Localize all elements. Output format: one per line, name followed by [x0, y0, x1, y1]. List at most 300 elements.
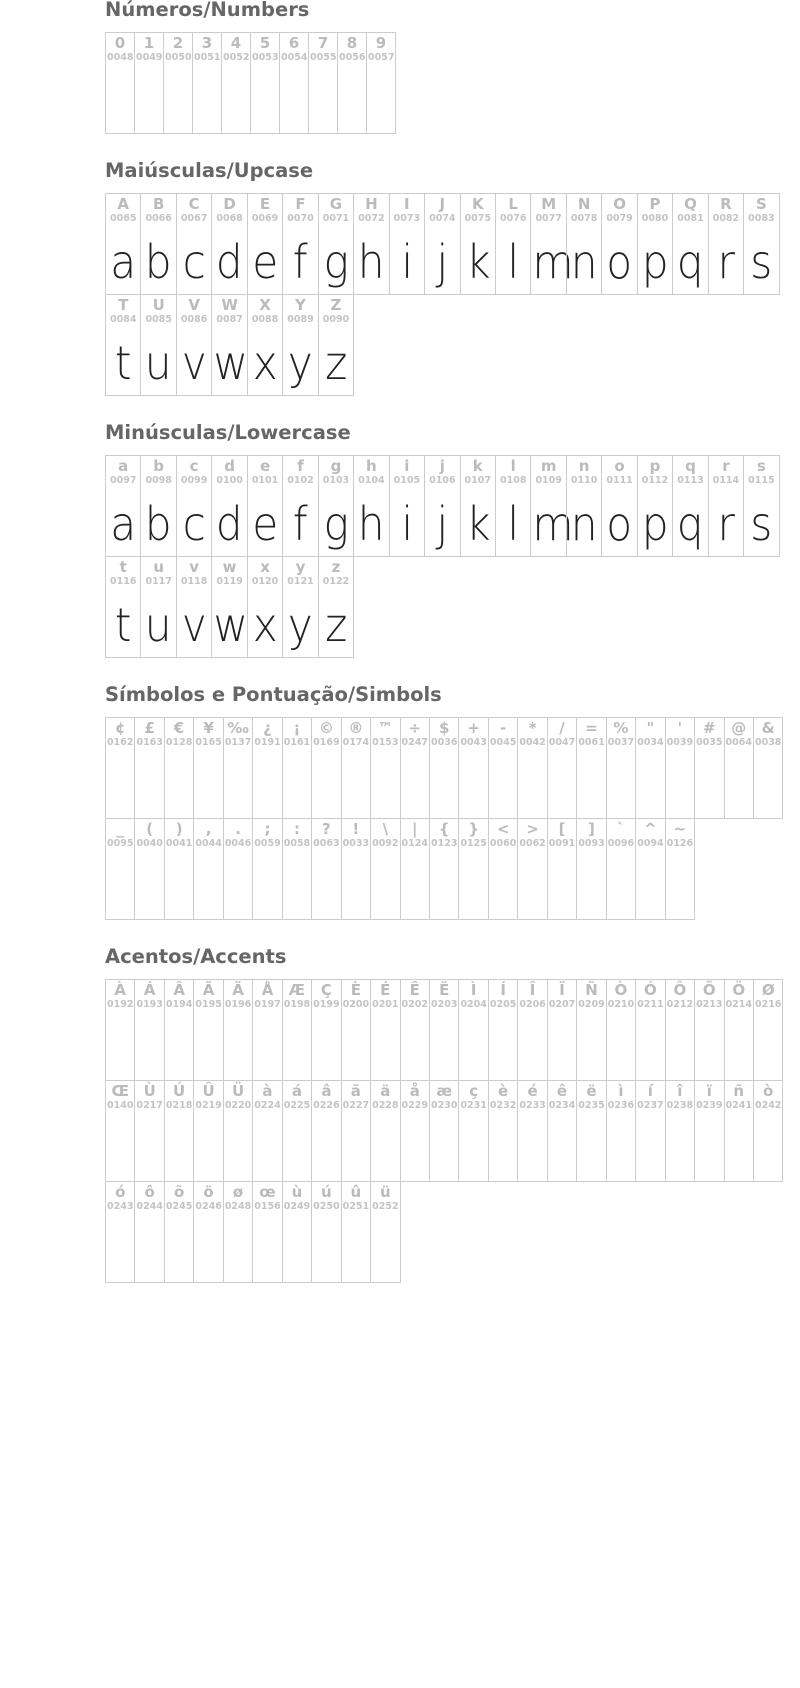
glyph-sample: p: [641, 497, 669, 551]
glyph-code: 0075: [464, 213, 491, 224]
glyph-character: R: [720, 195, 732, 213]
glyph-character: ~: [673, 820, 687, 838]
glyph-code: 0250: [313, 1201, 340, 1212]
glyph-character: Ï: [559, 981, 565, 999]
glyph-grid: [105, 717, 795, 919]
glyph-character: k: [472, 457, 483, 475]
glyph-character: ê: [556, 1082, 568, 1100]
glyph-code: 0105: [393, 475, 421, 486]
glyph-character: _: [116, 820, 124, 838]
glyph-character: ú: [321, 1183, 332, 1201]
glyph-character: a: [118, 457, 129, 475]
glyph-cell: [193, 717, 223, 819]
section-title: Números/Numbers: [105, 0, 310, 21]
glyph-cell: [252, 1080, 282, 1182]
glyph-code: 0226: [313, 1100, 340, 1111]
glyph-cell: [105, 717, 135, 819]
glyph-cell: [370, 1080, 400, 1182]
glyph-cell: [495, 455, 531, 557]
glyph-cell: [637, 455, 673, 557]
glyph-code: 0114: [712, 475, 740, 486]
glyph-code: 0162: [107, 737, 134, 748]
glyph-sample: z: [324, 336, 348, 390]
glyph-code: 0094: [637, 838, 664, 849]
glyph-code: 0209: [578, 999, 605, 1010]
glyph-cell: [134, 1181, 164, 1283]
glyph-code: 0077: [535, 213, 562, 224]
glyph-character: y: [295, 558, 306, 576]
glyph-code: 0125: [460, 838, 487, 849]
glyph-code: 0059: [254, 838, 281, 849]
glyph-character: 8: [346, 34, 358, 52]
glyph-cell: [211, 455, 247, 557]
glyph-character: õ: [173, 1183, 185, 1201]
glyph-character: V: [188, 296, 200, 314]
glyph-sample: d: [216, 497, 244, 551]
glyph-cell: [488, 1080, 518, 1182]
glyph-character: ñ: [733, 1082, 745, 1100]
glyph-character: ]: [588, 820, 595, 838]
glyph-sample: m: [532, 235, 575, 289]
glyph-character: d: [224, 457, 235, 475]
glyph-code: 0052: [223, 52, 250, 63]
glyph-cell: [665, 1080, 695, 1182]
glyph-character: å: [409, 1082, 420, 1100]
glyph-character: %: [613, 719, 629, 737]
glyph-code: 0102: [287, 475, 314, 486]
glyph-cell: [223, 1181, 253, 1283]
glyph-cell: [252, 1181, 282, 1283]
glyph-cell: [566, 193, 602, 295]
glyph-sample: e: [252, 235, 279, 289]
glyph-cell: [458, 818, 488, 920]
glyph-character: >: [526, 820, 539, 838]
glyph-character: ¢: [115, 719, 126, 737]
glyph-cell: [282, 294, 318, 396]
glyph-character: `: [617, 820, 625, 838]
glyph-code: 0211: [637, 999, 664, 1010]
glyph-code: 0110: [570, 475, 598, 486]
glyph-code: 0088: [251, 314, 279, 325]
glyph-character: Y: [295, 296, 306, 314]
glyph-character: H: [365, 195, 378, 213]
glyph-code: 0116: [110, 576, 137, 587]
glyph-character: E: [259, 195, 271, 213]
glyph-character: +: [467, 719, 480, 737]
glyph-cell: [566, 455, 602, 557]
glyph-grid: [105, 979, 795, 1282]
glyph-cell: [252, 979, 282, 1081]
glyph-cell: [488, 717, 518, 819]
glyph-code: 0239: [696, 1100, 723, 1111]
glyph-character: ;: [264, 820, 271, 838]
glyph-character: Û: [202, 1082, 215, 1100]
glyph-cell: [105, 193, 141, 295]
glyph-code: 0097: [110, 475, 137, 486]
glyph-sample: a: [110, 235, 137, 289]
glyph-sample: b: [145, 497, 173, 551]
glyph-code: 0220: [224, 1100, 252, 1111]
glyph-cell: [164, 717, 194, 819]
glyph-character: /: [559, 719, 565, 737]
glyph-cell: [282, 193, 318, 295]
glyph-sample: k: [465, 235, 491, 289]
glyph-code: 0041: [165, 838, 193, 849]
glyph-cell: [282, 818, 312, 920]
glyph-cell: [400, 1080, 430, 1182]
glyph-cell: [105, 294, 141, 396]
glyph-sample: r: [717, 235, 735, 289]
glyph-cell: [221, 32, 251, 134]
glyph-sample: x: [252, 598, 278, 652]
glyph-character: ö: [203, 1183, 214, 1201]
glyph-cell: [429, 1080, 459, 1182]
glyph-cell: [282, 1181, 312, 1283]
glyph-cell: [164, 1181, 194, 1283]
glyph-code: 0085: [145, 314, 172, 325]
glyph-cell: [192, 32, 222, 134]
glyph-character: Œ: [111, 1082, 129, 1100]
glyph-character: J: [439, 195, 446, 213]
glyph-code: 0122: [322, 576, 350, 587]
glyph-character: æ: [436, 1082, 453, 1100]
glyph-character: Ú: [173, 1082, 186, 1100]
glyph-code: 0191: [254, 737, 281, 748]
glyph-cell: [724, 1080, 754, 1182]
glyph-character: Õ: [702, 981, 716, 999]
glyph-code: 0227: [342, 1100, 370, 1111]
glyph-cell: [708, 193, 744, 295]
glyph-character: i: [404, 457, 410, 475]
glyph-character: ¥: [203, 719, 214, 737]
glyph-sample: q: [677, 235, 704, 289]
glyph-character: L: [508, 195, 518, 213]
glyph-character: P: [649, 195, 661, 213]
glyph-character: -: [500, 719, 507, 737]
glyph-cell: [134, 1080, 164, 1182]
glyph-cell: [517, 717, 547, 819]
glyph-character: q: [685, 457, 696, 475]
glyph-grid: [105, 193, 795, 395]
section-title: Minúsculas/Lowercase: [105, 421, 351, 444]
glyph-character: I: [404, 195, 410, 213]
glyph-cell: [308, 32, 338, 134]
glyph-code: 0205: [489, 999, 517, 1010]
glyph-code: 0126: [666, 838, 694, 849]
glyph-code: 0206: [519, 999, 546, 1010]
glyph-cell: [517, 818, 547, 920]
section-numbers: [105, 0, 795, 133]
glyph-character: â: [321, 1082, 332, 1100]
glyph-character: È: [350, 981, 361, 999]
glyph-cell: [495, 193, 531, 295]
glyph-character: Ü: [231, 1082, 245, 1100]
glyph-cell: [458, 717, 488, 819]
glyph-cell: [366, 32, 396, 134]
glyph-cell: [353, 455, 389, 557]
glyph-character: Ì: [470, 981, 477, 999]
glyph-sample: s: [750, 497, 773, 551]
glyph-code: 0034: [637, 737, 664, 748]
glyph-code: 0243: [107, 1201, 134, 1212]
glyph-character: ÷: [408, 719, 422, 737]
glyph-code: 0109: [535, 475, 562, 486]
glyph-cell: [311, 717, 341, 819]
glyph-character: l: [510, 457, 516, 475]
glyph-cell: [694, 979, 724, 1081]
glyph-character: Ô: [673, 981, 687, 999]
glyph-character: 3: [201, 34, 213, 52]
glyph-sample: f: [293, 497, 308, 551]
glyph-cell: [665, 979, 695, 1081]
glyph-code: 0042: [519, 737, 546, 748]
glyph-cell: [530, 455, 575, 557]
glyph-code: 0037: [607, 737, 635, 748]
glyph-cell: [370, 717, 400, 819]
glyph-code: 0119: [216, 576, 243, 587]
glyph-code: 0083: [748, 213, 775, 224]
glyph-code: 0060: [489, 838, 517, 849]
glyph-code: 0229: [401, 1100, 428, 1111]
glyph-cell: [370, 1181, 400, 1283]
glyph-code: 0044: [195, 838, 222, 849]
glyph-code: 0100: [216, 475, 243, 486]
glyph-sample: v: [181, 336, 207, 390]
glyph-character: Ö: [732, 981, 746, 999]
glyph-character: ?: [322, 820, 331, 838]
glyph-cell: [223, 717, 253, 819]
glyph-sample: b: [145, 235, 173, 289]
glyph-cell: [429, 979, 459, 1081]
glyph-code: 0069: [251, 213, 279, 224]
glyph-cell: [341, 717, 371, 819]
glyph-code: 0236: [607, 1100, 635, 1111]
glyph-sample: j: [436, 235, 449, 289]
glyph-cell: [140, 193, 176, 295]
glyph-cell: [460, 455, 496, 557]
glyph-code: 0224: [254, 1100, 281, 1111]
glyph-cell: [724, 717, 754, 819]
glyph-cell: [400, 979, 430, 1081]
glyph-character: ì: [618, 1082, 624, 1100]
glyph-sample: o: [606, 497, 633, 551]
glyph-sample: c: [182, 235, 206, 289]
glyph-code: 0232: [489, 1100, 517, 1111]
glyph-code: 0036: [430, 737, 458, 748]
glyph-sample: g: [323, 497, 349, 551]
glyph-character: w: [222, 558, 237, 576]
glyph-code: 0043: [460, 737, 487, 748]
glyph-code: 0071: [322, 213, 350, 224]
glyph-code: 0244: [136, 1201, 163, 1212]
glyph-code: 0068: [216, 213, 243, 224]
glyph-sample: c: [182, 497, 206, 551]
glyph-cell: [353, 193, 389, 295]
glyph-character: 2: [172, 34, 184, 52]
glyph-code: 0067: [180, 213, 208, 224]
glyph-code: 0095: [107, 838, 134, 849]
glyph-sample: z: [324, 598, 348, 652]
glyph-character: u: [153, 558, 165, 576]
glyph-character: :: [293, 820, 300, 838]
glyph-character: C: [188, 195, 200, 213]
glyph-code: 0169: [313, 737, 340, 748]
glyph-code: 0202: [401, 999, 428, 1010]
glyph-code: 0120: [251, 576, 279, 587]
glyph-cell: [250, 32, 280, 134]
glyph-code: 0112: [641, 475, 669, 486]
glyph-code: 0103: [322, 475, 350, 486]
glyph-code: 0062: [519, 838, 546, 849]
glyph-code: 0217: [136, 1100, 163, 1111]
glyph-character: 9: [375, 34, 387, 52]
glyph-cell: [606, 818, 636, 920]
section-title: Maiúsculas/Upcase: [105, 159, 314, 182]
glyph-character: n: [578, 457, 590, 475]
glyph-code: 0101: [251, 475, 279, 486]
glyph-code: 0235: [578, 1100, 605, 1111]
glyph-cell: [164, 979, 194, 1081]
glyph-cell: [341, 1181, 371, 1283]
glyph-character: S: [755, 195, 767, 213]
glyph-character: b: [153, 457, 165, 475]
glyph-cell: [247, 193, 283, 295]
glyph-code: 0198: [283, 999, 311, 1010]
glyph-code: 0099: [180, 475, 208, 486]
glyph-sample: t: [114, 598, 132, 652]
glyph-character: e: [259, 457, 271, 475]
glyph-code: 0054: [281, 52, 308, 63]
glyph-cell: [753, 717, 783, 819]
glyph-character: U: [152, 296, 165, 314]
glyph-cell: [400, 818, 430, 920]
glyph-cell: [140, 455, 176, 557]
glyph-character: m: [540, 457, 557, 475]
glyph-cell: [341, 979, 371, 1081]
glyph-character: D: [223, 195, 236, 213]
glyph-character: £: [144, 719, 155, 737]
glyph-cell: [193, 818, 223, 920]
glyph-code: 0113: [677, 475, 704, 486]
glyph-sample: w: [213, 336, 249, 390]
glyph-cell: [708, 455, 744, 557]
glyph-cell: [370, 979, 400, 1081]
glyph-cell: [635, 818, 665, 920]
glyph-code: 0225: [283, 1100, 311, 1111]
glyph-cell: [665, 818, 695, 920]
glyph-cell: [606, 717, 636, 819]
glyph-character: }: [468, 820, 479, 838]
glyph-cell: [753, 1080, 783, 1182]
glyph-code: 0056: [339, 52, 366, 63]
glyph-character: œ: [259, 1183, 276, 1201]
glyph-sample: l: [507, 235, 520, 289]
glyph-code: 0195: [195, 999, 222, 1010]
glyph-code: 0038: [754, 737, 782, 748]
glyph-character: ': [677, 719, 683, 737]
glyph-character: h: [366, 457, 377, 475]
glyph-cell: [282, 455, 318, 557]
glyph-character: \: [382, 820, 389, 838]
glyph-character: 7: [317, 34, 329, 52]
glyph-code: 0238: [666, 1100, 694, 1111]
glyph-character: î: [677, 1082, 683, 1100]
glyph-code: 0203: [430, 999, 458, 1010]
glyph-code: 0089: [287, 314, 314, 325]
glyph-character: Ù: [143, 1082, 156, 1100]
glyph-character: Ñ: [585, 981, 598, 999]
glyph-code: 0111: [606, 475, 633, 486]
glyph-cell: [601, 455, 637, 557]
glyph-cell: [318, 556, 354, 658]
glyph-cell: [134, 32, 164, 134]
glyph-character: F: [295, 195, 306, 213]
glyph-character: ¡: [293, 719, 301, 737]
glyph-character: x: [260, 558, 270, 576]
glyph-code: 0199: [313, 999, 340, 1010]
glyph-cell: [601, 193, 637, 295]
glyph-sample: n: [570, 497, 598, 551]
glyph-code: 0074: [429, 213, 456, 224]
glyph-character: Q: [684, 195, 697, 213]
glyph-sample: t: [114, 336, 132, 390]
glyph-character: z: [331, 558, 341, 576]
glyph-cell: [576, 979, 606, 1081]
glyph-cell: [517, 979, 547, 1081]
glyph-cell: [341, 1080, 371, 1182]
glyph-character: j: [439, 457, 445, 475]
glyph-code: 0237: [637, 1100, 664, 1111]
glyph-grid: [105, 455, 795, 657]
glyph-code: 0086: [180, 314, 208, 325]
glyph-code: 0055: [310, 52, 337, 63]
glyph-character: ç: [469, 1082, 479, 1100]
glyph-character: N: [577, 195, 591, 213]
glyph-sample: j: [436, 497, 449, 551]
glyph-cell: [458, 1080, 488, 1182]
glyph-sample: a: [110, 497, 137, 551]
glyph-character: Á: [143, 981, 156, 999]
glyph-character: r: [722, 457, 730, 475]
glyph-character: B: [152, 195, 165, 213]
glyph-sample: l: [507, 497, 520, 551]
glyph-cell: [424, 455, 460, 557]
glyph-cell: [311, 1080, 341, 1182]
glyph-sample: v: [181, 598, 207, 652]
glyph-cell: [282, 979, 312, 1081]
glyph-cell: [429, 717, 459, 819]
glyph-code: 0053: [252, 52, 279, 63]
glyph-code: 0197: [254, 999, 281, 1010]
character-map: [105, 0, 795, 1310]
glyph-code: 0123: [430, 838, 458, 849]
glyph-character: à: [262, 1082, 273, 1100]
glyph-character: ã: [350, 1082, 361, 1100]
glyph-sample: s: [750, 235, 773, 289]
glyph-character: K: [471, 195, 484, 213]
glyph-sample: q: [677, 497, 704, 551]
glyph-character: T: [118, 296, 129, 314]
glyph-code: 0117: [145, 576, 172, 587]
glyph-character: A: [117, 195, 130, 213]
glyph-code: 0079: [606, 213, 633, 224]
glyph-character: |: [412, 820, 418, 838]
glyph-sample: p: [641, 235, 669, 289]
glyph-sample: i: [400, 235, 413, 289]
glyph-code: 0096: [607, 838, 635, 849]
glyph-cell: [400, 717, 430, 819]
glyph-character: (: [146, 820, 154, 838]
